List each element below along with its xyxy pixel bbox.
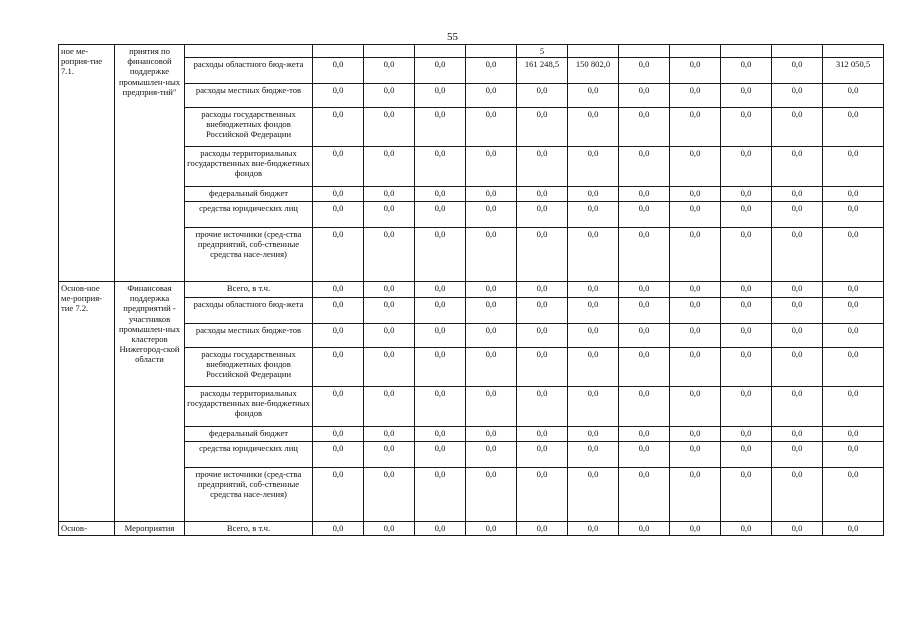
value-cell: 0,0 — [364, 522, 415, 536]
value-cell: 0,0 — [313, 108, 364, 147]
value-cell: 0,0 — [568, 187, 619, 202]
page-number: 55 — [447, 31, 458, 43]
value-cell — [466, 45, 517, 58]
value-cell: 0,0 — [823, 442, 884, 468]
value-cell: 0,0 — [517, 442, 568, 468]
value-cell: 0,0 — [364, 202, 415, 228]
funding-source-cell: расходы территориальных государственных вне-бюджетных фондов — [185, 147, 313, 187]
value-cell: 0,0 — [364, 187, 415, 202]
funding-source-cell: Всего, в т.ч. — [185, 282, 313, 298]
value-cell: 0,0 — [466, 442, 517, 468]
value-cell: 0,0 — [619, 228, 670, 282]
measure-title-cell: приятия по финансовой поддержке промышлен-ных предприя-тий" — [115, 45, 185, 282]
value-cell: 0,0 — [619, 187, 670, 202]
value-cell: 0,0 — [313, 442, 364, 468]
value-cell: 0,0 — [670, 187, 721, 202]
value-cell: 0,0 — [313, 427, 364, 442]
value-cell: 0,0 — [772, 147, 823, 187]
funding-source-cell: федеральный бюджет — [185, 187, 313, 202]
value-cell: 0,0 — [364, 442, 415, 468]
value-cell: 0,0 — [517, 522, 568, 536]
value-cell — [313, 45, 364, 58]
value-cell: 0,0 — [466, 324, 517, 348]
value-cell: 0,0 — [517, 202, 568, 228]
value-cell: 0,0 — [772, 468, 823, 522]
value-cell: 0,0 — [721, 522, 772, 536]
value-cell: 0,0 — [313, 147, 364, 187]
value-cell: 0,0 — [670, 282, 721, 298]
value-cell: 0,0 — [823, 147, 884, 187]
value-cell: 0,0 — [313, 228, 364, 282]
value-cell: 0,0 — [313, 348, 364, 387]
value-cell: 0,0 — [823, 387, 884, 427]
value-cell: 0,0 — [313, 202, 364, 228]
value-cell: 0,0 — [772, 522, 823, 536]
value-cell: 0,0 — [721, 282, 772, 298]
funding-source-cell: средства юридических лиц — [185, 202, 313, 228]
value-cell: 0,0 — [823, 84, 884, 108]
value-cell: 0,0 — [466, 348, 517, 387]
measure-number-cell: Основ- — [59, 522, 115, 536]
value-cell: 0,0 — [670, 202, 721, 228]
value-cell: 0,0 — [415, 348, 466, 387]
value-cell: 0,0 — [364, 348, 415, 387]
funding-source-cell: Всего, в т.ч. — [185, 522, 313, 536]
value-cell: 0,0 — [772, 442, 823, 468]
value-cell: 0,0 — [364, 147, 415, 187]
value-cell: 0,0 — [619, 147, 670, 187]
value-cell: 0,0 — [415, 442, 466, 468]
value-cell: 0,0 — [619, 324, 670, 348]
value-cell: 0,0 — [772, 324, 823, 348]
value-cell: 0,0 — [568, 147, 619, 187]
value-cell: 0,0 — [772, 348, 823, 387]
value-cell: 0,0 — [415, 84, 466, 108]
value-cell: 0,0 — [670, 522, 721, 536]
value-cell: 0,0 — [466, 522, 517, 536]
value-cell: 0,0 — [517, 298, 568, 324]
value-cell: 0,0 — [313, 324, 364, 348]
value-cell: 0,0 — [517, 282, 568, 298]
table-row — [59, 45, 884, 58]
value-cell: 0,0 — [619, 522, 670, 536]
value-cell: 0,0 — [619, 58, 670, 84]
value-cell: 0,0 — [721, 58, 772, 84]
value-cell: 0,0 — [313, 468, 364, 522]
value-cell: 0,0 — [772, 202, 823, 228]
value-cell: 0,0 — [772, 427, 823, 442]
value-cell: 0,0 — [772, 58, 823, 84]
value-cell: 0,0 — [823, 187, 884, 202]
value-cell: 0,0 — [364, 468, 415, 522]
funding-source-cell: расходы государственных внебюджетных фондов Российской Федерации — [185, 348, 313, 387]
value-cell: 0,0 — [517, 387, 568, 427]
value-cell: 0,0 — [721, 427, 772, 442]
value-cell: 0,0 — [619, 202, 670, 228]
value-cell: 0,0 — [823, 427, 884, 442]
funding-source-cell: расходы областного бюд-жета — [185, 298, 313, 324]
value-cell: 0,0 — [364, 84, 415, 108]
funding-source-cell — [185, 45, 313, 58]
value-cell: 0,0 — [772, 228, 823, 282]
value-cell: 0,0 — [568, 522, 619, 536]
value-cell: 312 050,5 — [823, 58, 884, 84]
value-cell: 0,0 — [823, 298, 884, 324]
measure-title-cell: Мероприятия — [115, 522, 185, 536]
value-cell: 0,0 — [313, 58, 364, 84]
value-cell: 0,0 — [415, 282, 466, 298]
value-cell: 0,0 — [670, 324, 721, 348]
value-cell: 0,0 — [364, 228, 415, 282]
value-cell: 0,0 — [721, 108, 772, 147]
value-cell: 0,0 — [619, 387, 670, 427]
value-cell: 0,0 — [568, 387, 619, 427]
value-cell: 0,0 — [772, 387, 823, 427]
value-cell: 0,0 — [466, 84, 517, 108]
value-cell — [364, 45, 415, 58]
value-cell: 0,0 — [466, 147, 517, 187]
funding-source-cell: расходы местных бюдже-тов — [185, 84, 313, 108]
value-cell: 0,0 — [670, 228, 721, 282]
financing-table — [58, 44, 884, 536]
value-cell: 0,0 — [415, 147, 466, 187]
value-cell: 0,0 — [517, 228, 568, 282]
value-cell: 0,0 — [415, 324, 466, 348]
value-cell: 0,0 — [517, 108, 568, 147]
value-cell: 0,0 — [619, 442, 670, 468]
value-cell: 0,0 — [415, 187, 466, 202]
value-cell: 0,0 — [313, 282, 364, 298]
value-cell: 0,0 — [721, 442, 772, 468]
value-cell: 0,0 — [670, 468, 721, 522]
value-cell: 0,0 — [670, 298, 721, 324]
value-cell: 0,0 — [823, 202, 884, 228]
value-cell: 0,0 — [364, 427, 415, 442]
value-cell: 5 — [517, 45, 568, 58]
table-row — [59, 282, 884, 298]
value-cell: 0,0 — [568, 298, 619, 324]
value-cell: 0,0 — [415, 298, 466, 324]
value-cell: 0,0 — [517, 147, 568, 187]
value-cell: 0,0 — [415, 522, 466, 536]
value-cell: 0,0 — [364, 108, 415, 147]
value-cell — [823, 45, 884, 58]
value-cell: 0,0 — [415, 427, 466, 442]
value-cell: 0,0 — [568, 468, 619, 522]
value-cell — [415, 45, 466, 58]
value-cell: 0,0 — [568, 228, 619, 282]
value-cell: 0,0 — [364, 324, 415, 348]
funding-source-cell: средства юридических лиц — [185, 442, 313, 468]
value-cell: 0,0 — [619, 468, 670, 522]
value-cell: 0,0 — [721, 387, 772, 427]
value-cell: 0,0 — [313, 84, 364, 108]
value-cell: 0,0 — [772, 298, 823, 324]
value-cell: 0,0 — [721, 468, 772, 522]
measure-number-cell: Основ-ное ме-роприя-тие 7.2. — [59, 282, 115, 522]
value-cell: 0,0 — [466, 187, 517, 202]
value-cell: 0,0 — [517, 427, 568, 442]
value-cell: 0,0 — [466, 427, 517, 442]
value-cell: 0,0 — [670, 58, 721, 84]
value-cell: 0,0 — [823, 324, 884, 348]
value-cell: 0,0 — [364, 58, 415, 84]
value-cell: 0,0 — [415, 202, 466, 228]
value-cell: 0,0 — [619, 348, 670, 387]
value-cell: 0,0 — [313, 187, 364, 202]
value-cell: 0,0 — [772, 108, 823, 147]
funding-source-cell: расходы территориальных государственных вне-бюджетных фондов — [185, 387, 313, 427]
value-cell: 0,0 — [721, 187, 772, 202]
value-cell: 0,0 — [415, 387, 466, 427]
value-cell — [721, 45, 772, 58]
value-cell: 0,0 — [721, 298, 772, 324]
value-cell: 0,0 — [517, 468, 568, 522]
value-cell: 0,0 — [670, 84, 721, 108]
value-cell: 0,0 — [823, 228, 884, 282]
value-cell: 0,0 — [568, 84, 619, 108]
value-cell: 0,0 — [415, 108, 466, 147]
measure-number-cell: ное ме-роприя-тие 7.1. — [59, 45, 115, 282]
value-cell: 0,0 — [568, 348, 619, 387]
value-cell: 0,0 — [721, 147, 772, 187]
value-cell: 0,0 — [466, 282, 517, 298]
value-cell: 0,0 — [517, 348, 568, 387]
value-cell — [670, 45, 721, 58]
value-cell: 0,0 — [670, 147, 721, 187]
funding-source-cell: прочие источники (сред-ства предприятий, соб-ственные средства насе-ления) — [185, 468, 313, 522]
value-cell: 0,0 — [568, 282, 619, 298]
value-cell: 0,0 — [466, 298, 517, 324]
value-cell: 0,0 — [313, 522, 364, 536]
value-cell: 0,0 — [823, 468, 884, 522]
value-cell: 0,0 — [619, 84, 670, 108]
funding-source-cell: расходы государственных внебюджетных фондов Российской Федерации — [185, 108, 313, 147]
value-cell: 0,0 — [568, 108, 619, 147]
value-cell — [619, 45, 670, 58]
value-cell: 0,0 — [466, 202, 517, 228]
value-cell: 0,0 — [721, 84, 772, 108]
value-cell: 0,0 — [772, 84, 823, 108]
value-cell: 0,0 — [772, 282, 823, 298]
value-cell: 0,0 — [823, 108, 884, 147]
value-cell: 0,0 — [466, 108, 517, 147]
value-cell: 0,0 — [670, 442, 721, 468]
value-cell: 0,0 — [721, 202, 772, 228]
value-cell: 0,0 — [313, 298, 364, 324]
value-cell: 150 802,0 — [568, 58, 619, 84]
value-cell: 0,0 — [415, 468, 466, 522]
funding-source-cell: расходы местных бюдже-тов — [185, 324, 313, 348]
value-cell: 0,0 — [568, 427, 619, 442]
value-cell: 0,0 — [670, 108, 721, 147]
value-cell: 0,0 — [313, 387, 364, 427]
value-cell: 0,0 — [721, 324, 772, 348]
value-cell: 0,0 — [823, 282, 884, 298]
value-cell: 0,0 — [721, 228, 772, 282]
value-cell: 0,0 — [364, 282, 415, 298]
value-cell: 0,0 — [568, 442, 619, 468]
funding-source-cell: прочие источники (сред-ства предприятий, соб-ственные средства насе-ления) — [185, 228, 313, 282]
value-cell: 0,0 — [619, 427, 670, 442]
value-cell: 0,0 — [466, 228, 517, 282]
value-cell: 0,0 — [619, 282, 670, 298]
value-cell: 0,0 — [466, 387, 517, 427]
measure-title-cell: Финансовая поддержка предприятий - участников промышлен-ных кластеров Нижегород-ской области — [115, 282, 185, 522]
value-cell: 0,0 — [619, 108, 670, 147]
value-cell: 0,0 — [415, 58, 466, 84]
value-cell: 0,0 — [517, 187, 568, 202]
value-cell: 0,0 — [568, 324, 619, 348]
value-cell: 0,0 — [364, 298, 415, 324]
value-cell: 0,0 — [364, 387, 415, 427]
value-cell: 0,0 — [670, 427, 721, 442]
value-cell — [568, 45, 619, 58]
value-cell: 0,0 — [568, 202, 619, 228]
value-cell: 0,0 — [721, 348, 772, 387]
value-cell: 0,0 — [772, 187, 823, 202]
value-cell: 0,0 — [823, 522, 884, 536]
funding-source-cell: федеральный бюджет — [185, 427, 313, 442]
value-cell: 0,0 — [517, 84, 568, 108]
value-cell: 0,0 — [466, 468, 517, 522]
value-cell: 0,0 — [823, 348, 884, 387]
value-cell: 0,0 — [670, 348, 721, 387]
value-cell: 0,0 — [670, 387, 721, 427]
value-cell: 161 248,5 — [517, 58, 568, 84]
value-cell — [772, 45, 823, 58]
table-row — [59, 522, 884, 536]
value-cell: 0,0 — [619, 298, 670, 324]
value-cell: 0,0 — [517, 324, 568, 348]
funding-source-cell: расходы областного бюд-жета — [185, 58, 313, 84]
value-cell: 0,0 — [415, 228, 466, 282]
value-cell: 0,0 — [466, 58, 517, 84]
